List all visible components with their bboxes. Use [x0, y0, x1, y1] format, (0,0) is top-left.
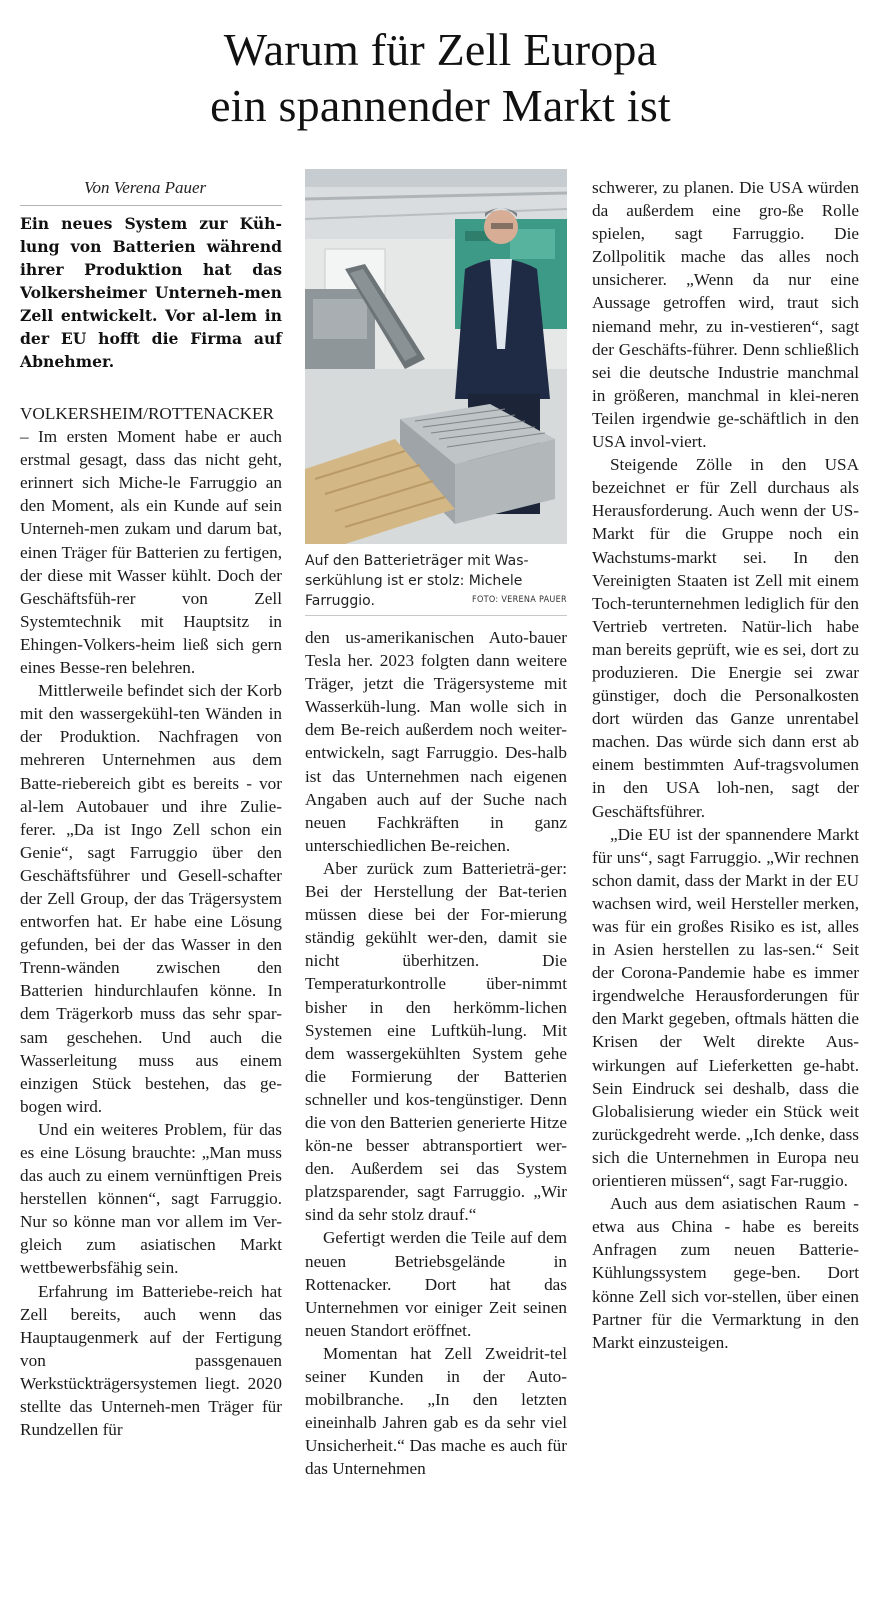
text-column-2: [305, 626, 567, 1480]
paragraph: Aber zurück zum Batterieträ-ger: Bei der Herstellung der Bat-terien müssen diese bei der For-mierung ständig gekühlt wer-den, damit sie nicht überhitzen. Die Temperaturkontrolle über-nimmt bisher in den herkömm-lichen Systemen eine Luftküh-lung. Mit dem wassergekühlten System gehe die Formierung der Batterien schneller und kos-tengünstiger. Denn die von den Batterien generierte Hitze kön-ne besser abtransportiert wer-den. Außerdem sei das System platzsparender, sagt Farruggio. „Wir sind da sehr stolz drauf.“: [305, 858, 567, 1225]
lead-paragraph: Ein neues System zur Küh-lung von Batterien während ihrer Produktion hat das Volkersheimer Unterneh-men Zell entwickelt. Vor al-lem in der EU hofft die Firma auf Abnehmer.: [20, 214, 282, 371]
byline: Von Verena Pauer: [84, 178, 207, 197]
paragraph: VOLKERSHEIM/ROTTENACKER – Im ersten Moment habe er auch erstmal gesagt, dass das nicht geht, erinnert sich Miche-le Farruggio an den Moment, als ein Kunde auf sein Unterneh-men zukam und darum bat, einen Träger für Batterien zu fertigen, der diese mit Wasser kühlt. Doch der Geschäftsfüh-rer von Zell Systemtechnik mit Hauptsitz in Ehingen-Volkers-heim ließ sich gern eines Besse-ren belehren.: [20, 404, 282, 678]
paragraph: Steigende Zölle in den USA bezeichnet er für Zell durchaus als Herausforderung. Auch wenn der US-Markt für die Gruppe noch ein Wachstums-markt sei. In den Vereinigten Staaten ist Zell mit einem Toch-terunternehmen lediglich für den Vertrieb vertreten. Natür-lich habe man bereits geprüft, wie es sei, dort zu produzieren. Die Energie sei zwar günstiger, doch die Personalkosten dort würden das Ganze unrentabel machen. Das würde sich dann erst ab einem bestimmten Auf-tragsvolumen in den USA loh-nen, sagt der Geschäftsführer.: [592, 455, 859, 821]
headline-line-2: ein spannender Markt ist: [210, 80, 671, 131]
article-photo: [305, 169, 567, 544]
paragraph: „Die EU ist der spannendere Markt für uns“, sagt Farruggio. „Wir rechnen schon damit, dass der Markt in der EU wachsen wird, weil Hersteller merken, was für ein großes Risiko es ist, alles in Asien herstellen zu las-sen.“ Seit der Corona-Pandemie habe es immer irgendwelche Herausforderungen für den Markt gegeben, oftmals hätten die Krisen der Welt direkte Aus-wirkungen auf Lieferketten ge-habt. Sein Eindruck sei deshalb, dass die Globalisierung wieder ein Stück weit zurückgedreht werde. „Ich denke, dass sich die Unternehmen in Europa neu orientieren müssen“, sagt Far-ruggio.: [592, 824, 859, 1191]
paragraph: Und ein weiteres Problem, für das es eine Lösung brauchte: „Man muss das auch zu einem vernünftigen Preis herstellen können“, sagt Farruggio. Nur so könne man vor allem im Ver-gleich zum asiatischen Markt wettbewerbsfähig sein.: [20, 1119, 282, 1278]
paragraph: Auch aus dem asiatischen Raum - etwa aus China - habe es bereits Anfragen zum neuen Batterie-Kühlungssystem gege-ben. Dort könne Zell sich vor-stellen, über einen Partner für die Vermarktung in den Markt einzusteigen.: [592, 1194, 859, 1352]
paragraph: Gefertigt werden die Teile auf dem neuen Betriebsgelände in Rottenacker. Dort hat das Unternehmen vor einiger Zeit seinen neuen Standort eröffnet.: [305, 1228, 567, 1340]
photo-credit: FOTO: VERENA PAUER: [472, 595, 567, 605]
caption-divider: [305, 615, 567, 616]
headline-line-1: Warum für Zell Europa: [223, 24, 658, 75]
article-headline: [0, 22, 881, 134]
byline-divider: [20, 205, 282, 206]
paragraph: Mittlerweile befindet sich der Korb mit den wassergekühl-ten Wänden in der Produktion. Nachfragen von mehreren Unternehmen aus dem Batte-riebereich gibt es bereits - vor al-lem Autobauer und ihre Zulie-ferer. „Da ist Ingo Zell schon ein Genie“, sagt Farruggio über den Geschäftsführer und Gesell-schafter der Zell Group, der das Trägersystem entworfen hat. Er habe eine Lösung gefunden, bei der das Wasser in den Trenn-wänden zwischen den Batterien hindurchlaufen könne. In dem Trägerkorb muss das sehr spar-sam geschehen. Und auch die Wasserleitung muss aus einem einzigen Stück bestehen, das ge-bogen wird.: [20, 681, 282, 1116]
text-column-1: [20, 402, 282, 1441]
photo-caption: [305, 551, 567, 611]
paragraph: den us-amerikanischen Auto-bauer Tesla her. 2023 folgten dann weitere Träger, jetzt die Trägersysteme mit Wasserküh-lung. Man wolle sich in dem Be-reich außerdem noch weiter-entwickeln, sagt Farruggio. Des-halb ist das Unternehmen nach eigenen Angaben auch auf der Suche nach neuen Fachkräften in ganz unterschiedlichen Be-reichen.: [305, 628, 567, 855]
paragraph: Erfahrung im Batteriebe-reich hat Zell bereits, auch wenn das Hauptaugenmerk auf der Fertigung von passgenauen Werkstückträgersystemen liegt. 2020 stellte das Unterneh-men Träger für Rundzellen für: [20, 1281, 282, 1440]
paragraph: Momentan hat Zell Zweidrit-tel seiner Kunden in der Auto-mobilbranche. „In den letzten eineinhalb Jahren gab es da sehr viel Unsicherheit.“ Das mache es auch für das Unternehmen: [305, 1343, 567, 1479]
paragraph: schwerer, zu planen. Die USA würden da außerdem eine gro-ße Rolle spielen, sagt Farruggio. Die Zollpolitik mache das alles noch unsicherer. „Wenn da nur eine Aussage getroffen wird, traut sich niemand mehr, zu in-vestieren“, sagt der Geschäfts-führer. Denn schließlich sei die deutsche Industrie manchmal in größeren, manchmal in klei-neren Teilen irgendwie ge-schäftlich in den USA invol-viert.: [592, 178, 859, 452]
caption-text: Auf den Batterieträger mit Was-serkühlung ist er stolz: Michele Farruggio.: [305, 553, 529, 609]
text-column-3: [592, 176, 859, 1354]
